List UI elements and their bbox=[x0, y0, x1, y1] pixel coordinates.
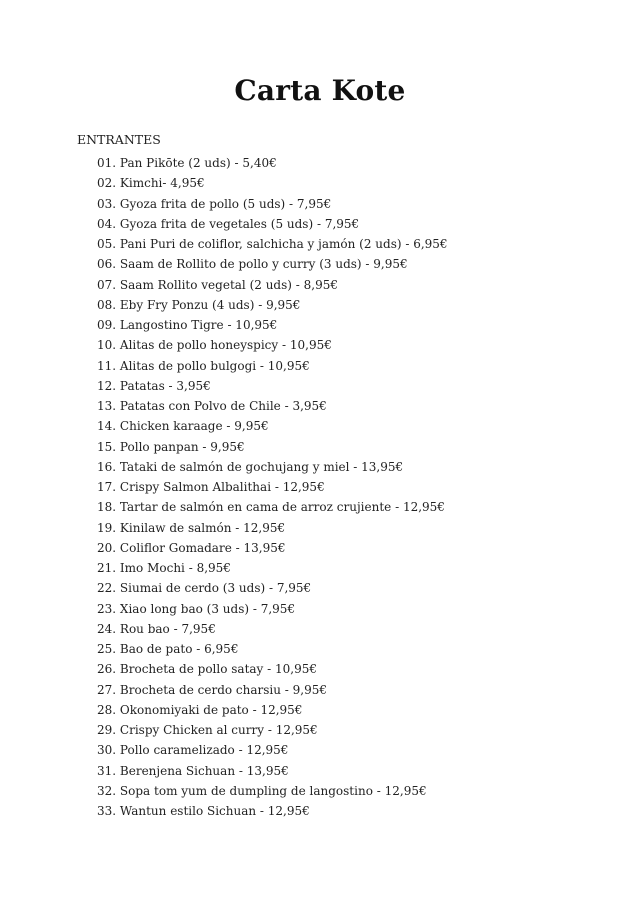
menu-item bbox=[97, 254, 448, 274]
menu-item-number: 18. bbox=[97, 500, 117, 515]
menu-item-number: 23. bbox=[97, 601, 117, 616]
menu-item-number: 10. bbox=[97, 338, 117, 353]
menu-item-text: Chicken karaage - 9,95€ bbox=[119, 419, 269, 434]
menu-item-text: Eby Fry Ponzu (4 uds) - 9,95€ bbox=[119, 297, 301, 312]
menu-list-entrantes bbox=[97, 153, 448, 821]
menu-item-text: Xiao long bao (3 uds) - 7,95€ bbox=[119, 601, 296, 616]
menu-item bbox=[97, 801, 448, 821]
menu-item-text: Coliflor Gomadare - 13,95€ bbox=[119, 540, 286, 555]
menu-item-text: Bao de pato - 6,95€ bbox=[119, 642, 239, 656]
menu-item bbox=[97, 457, 448, 477]
menu-item-number: 27. bbox=[97, 682, 117, 697]
menu-item-number: 16. bbox=[97, 459, 117, 474]
menu-item bbox=[97, 518, 448, 538]
menu-item bbox=[97, 558, 448, 578]
menu-item bbox=[97, 781, 448, 801]
menu-item-number: 04. bbox=[97, 216, 117, 231]
menu-item-number: 19. bbox=[97, 520, 117, 535]
menu-item bbox=[97, 639, 448, 659]
menu-item-text: Brocheta de cerdo charsiu - 9,95€ bbox=[119, 682, 328, 697]
menu-item-number: 08. bbox=[97, 297, 117, 312]
menu-item-number: 11. bbox=[97, 358, 117, 373]
menu-item-text: Pani Puri de coliflor, salchicha y jamón (2 uds) - 6,95€ bbox=[119, 237, 448, 251]
menu-item-text: Patatas con Polvo de Chile - 3,95€ bbox=[119, 399, 327, 413]
menu-item-text: Rou bao - 7,95€ bbox=[119, 621, 216, 636]
menu-item-text: Pan Pikōte (2 uds) - 5,40€ bbox=[119, 156, 277, 170]
menu-item bbox=[97, 275, 448, 295]
menu-item bbox=[97, 416, 448, 436]
menu-item-text: Tataki de salmón de gochujang y miel - 13,95€ bbox=[119, 459, 404, 474]
menu-item-text: Saam de Rollito de pollo y curry (3 uds) - 9,95€ bbox=[119, 257, 408, 272]
menu-item-number: 03. bbox=[97, 196, 117, 211]
menu-item bbox=[97, 619, 448, 639]
menu-item bbox=[97, 720, 448, 740]
menu-item-text: Siumai de cerdo (3 uds) - 7,95€ bbox=[119, 581, 312, 596]
menu-item-number: 30. bbox=[97, 743, 117, 758]
menu-item-number: 32. bbox=[97, 783, 117, 798]
menu-item bbox=[97, 659, 448, 679]
menu-item-text: Pollo caramelizado - 12,95€ bbox=[119, 743, 289, 758]
menu-item bbox=[97, 194, 448, 214]
menu-item bbox=[97, 477, 448, 497]
menu-item bbox=[97, 700, 448, 720]
page-title: Carta Kote bbox=[234, 74, 406, 107]
menu-item-text: Langostino Tigre - 10,95€ bbox=[119, 318, 278, 332]
menu-item-number: 14. bbox=[97, 419, 117, 434]
menu-item bbox=[97, 376, 448, 396]
menu-item bbox=[97, 497, 448, 517]
menu-item-number: 25. bbox=[97, 642, 117, 656]
menu-item-number: 12. bbox=[97, 378, 117, 393]
menu-item bbox=[97, 538, 448, 558]
menu-item-text: Alitas de pollo honeyspicy - 10,95€ bbox=[119, 338, 332, 353]
menu-item-number: 02. bbox=[97, 176, 117, 191]
menu-item-number: 31. bbox=[97, 763, 117, 778]
menu-item bbox=[97, 578, 448, 598]
menu-item-number: 22. bbox=[97, 581, 117, 596]
menu-item bbox=[97, 335, 448, 355]
menu-item bbox=[97, 315, 448, 335]
menu-item-text: Berenjena Sichuan - 13,95€ bbox=[119, 763, 289, 778]
menu-item bbox=[97, 437, 448, 457]
menu-item bbox=[97, 214, 448, 234]
menu-item-number: 01. bbox=[97, 156, 117, 170]
menu-item bbox=[97, 153, 448, 173]
menu-item-text: Patatas - 3,95€ bbox=[119, 378, 211, 393]
menu-item-text: Brocheta de pollo satay - 10,95€ bbox=[119, 662, 318, 677]
menu-item bbox=[97, 356, 448, 376]
menu-item-number: 07. bbox=[97, 277, 117, 292]
menu-item-number: 28. bbox=[97, 702, 117, 717]
menu-item-number: 06. bbox=[97, 257, 117, 272]
menu-item-text: Saam Rollito vegetal (2 uds) - 8,95€ bbox=[119, 277, 338, 292]
menu-item bbox=[97, 599, 448, 619]
section-heading-entrantes: ENTRANTES bbox=[77, 132, 161, 147]
menu-item-text: Crispy Chicken al curry - 12,95€ bbox=[119, 723, 318, 737]
menu-item-text: Sopa tom yum de dumpling de langostino - 12,95€ bbox=[119, 783, 427, 798]
menu-item-text: Imo Mochi - 8,95€ bbox=[119, 561, 231, 575]
menu-item-number: 15. bbox=[97, 439, 117, 454]
menu-item-number: 24. bbox=[97, 621, 117, 636]
menu-item bbox=[97, 396, 448, 416]
menu-item bbox=[97, 295, 448, 315]
menu-item-text: Crispy Salmon Albalithai - 12,95€ bbox=[119, 480, 325, 494]
menu-item-text: Okonomiyaki de pato - 12,95€ bbox=[119, 702, 303, 717]
menu-item-text: Kimchi- 4,95€ bbox=[119, 176, 205, 191]
menu-item bbox=[97, 761, 448, 781]
menu-item-text: Kinilaw de salmón - 12,95€ bbox=[119, 520, 286, 535]
menu-item-number: 21. bbox=[97, 561, 117, 575]
menu-item bbox=[97, 680, 448, 700]
menu-item-number: 20. bbox=[97, 540, 117, 555]
menu-item bbox=[97, 234, 448, 254]
menu-item-text: Gyoza frita de vegetales (5 uds) - 7,95€ bbox=[119, 216, 360, 231]
menu-item-text: Gyoza frita de pollo (5 uds) - 7,95€ bbox=[119, 196, 332, 211]
menu-item-number: 26. bbox=[97, 662, 117, 677]
menu-item-number: 33. bbox=[97, 804, 117, 818]
menu-item bbox=[97, 740, 448, 760]
menu-item-number: 29. bbox=[97, 723, 117, 737]
menu-item-text: Pollo panpan - 9,95€ bbox=[119, 439, 245, 454]
menu-item-text: Wantun estilo Sichuan - 12,95€ bbox=[119, 804, 310, 818]
menu-item bbox=[97, 173, 448, 193]
menu-item-text: Tartar de salmón en cama de arroz crujiente - 12,95€ bbox=[119, 500, 445, 515]
menu-item-number: 17. bbox=[97, 480, 117, 494]
menu-item-text: Alitas de pollo bulgogi - 10,95€ bbox=[119, 358, 310, 373]
menu-item-number: 09. bbox=[97, 318, 117, 332]
menu-item-number: 05. bbox=[97, 237, 117, 251]
menu-item-number: 13. bbox=[97, 399, 117, 413]
